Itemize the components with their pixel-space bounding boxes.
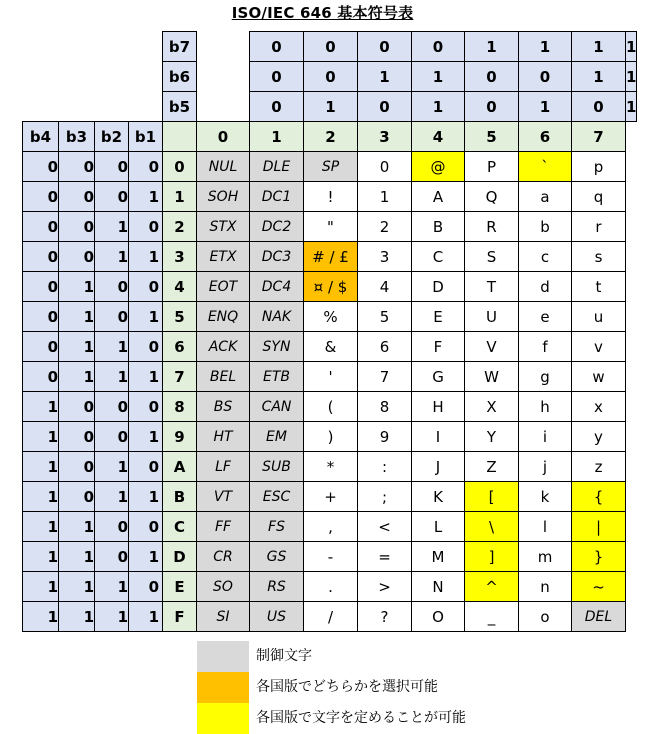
code-cell: z [571, 451, 626, 482]
code-cell: BEL [196, 361, 250, 392]
row-bit-value: 1 [58, 361, 95, 392]
row-bit-value: 1 [58, 301, 95, 332]
column-header: 2 [303, 121, 358, 152]
code-cell: [ [464, 481, 519, 512]
code-cell: GS [249, 541, 304, 572]
row-hex-header: 6 [162, 331, 197, 362]
legend-swatch-control [197, 641, 249, 672]
code-cell: " [303, 211, 358, 242]
row-hex-header: D [162, 541, 197, 572]
header-corner [162, 121, 197, 152]
code-cell: DEL [571, 601, 626, 632]
code-cell: t [571, 271, 626, 302]
code-cell: DC1 [249, 181, 304, 212]
row-hex-header: B [162, 481, 197, 512]
column-bit-value: 1 [411, 61, 465, 92]
code-cell: I [411, 421, 465, 452]
code-cell: \ [464, 511, 519, 542]
row-bit-value: 0 [58, 181, 95, 212]
code-cell: x [571, 391, 626, 422]
row-hex-header: 7 [162, 361, 197, 392]
code-cell: N [411, 571, 465, 602]
code-cell: b [518, 211, 572, 242]
code-cell: SP [303, 151, 358, 182]
code-cell: DC2 [249, 211, 304, 242]
code-cell: SYN [249, 331, 304, 362]
row-hex-header: E [162, 571, 197, 602]
row-hex-header: 1 [162, 181, 197, 212]
row-bit-value: 0 [22, 181, 59, 212]
row-bit-value: 0 [94, 151, 129, 182]
code-cell: i [518, 421, 572, 452]
column-bit-value: 1 [303, 91, 358, 122]
row-bit-value: 0 [94, 181, 129, 212]
code-cell: y [571, 421, 626, 452]
row-bit-value: 0 [22, 331, 59, 362]
code-cell: @ [411, 151, 465, 182]
code-cell: CAN [249, 391, 304, 422]
row-bit-value: 1 [128, 241, 163, 272]
code-cell: H [411, 391, 465, 422]
column-bit-value: 0 [464, 91, 519, 122]
code-cell: u [571, 301, 626, 332]
code-cell: FS [249, 511, 304, 542]
row-bit-value: 0 [22, 211, 59, 242]
code-cell: a [518, 181, 572, 212]
code-cell: DLE [249, 151, 304, 182]
code-cell: ( [303, 391, 358, 422]
column-bit-value: 1 [625, 31, 637, 62]
code-cell: - [303, 541, 358, 572]
column-bit-value: 0 [464, 61, 519, 92]
code-cell: A [411, 181, 465, 212]
row-bit-value: 0 [22, 271, 59, 302]
code-cell: ! [303, 181, 358, 212]
code-cell: ) [303, 421, 358, 452]
code-cell: NAK [249, 301, 304, 332]
code-cell: ESC [249, 481, 304, 512]
row-bit-value: 0 [94, 541, 129, 572]
column-bit-value: 0 [303, 61, 358, 92]
row-bit-value: 0 [58, 481, 95, 512]
row-hex-header: 2 [162, 211, 197, 242]
table-title: ISO/IEC 646 基本符号表 [231, 4, 414, 22]
row-bit-value: 1 [58, 511, 95, 542]
code-cell: E [411, 301, 465, 332]
code-cell: STX [196, 211, 250, 242]
code-cell: SOH [196, 181, 250, 212]
row-hex-header: F [162, 601, 197, 632]
code-cell: EOT [196, 271, 250, 302]
code-cell: 8 [357, 391, 412, 422]
column-header: 1 [249, 121, 304, 152]
code-cell: v [571, 331, 626, 362]
row-bit-value: 0 [128, 511, 163, 542]
code-cell: SI [196, 601, 250, 632]
code-cell: ~ [571, 571, 626, 602]
code-cell: Z [464, 451, 519, 482]
legend-label-definable: 各国版で文字を定めることが可能 [256, 710, 466, 726]
code-cell: } [571, 541, 626, 572]
column-bit-value: 1 [357, 61, 412, 92]
code-cell: L [411, 511, 465, 542]
column-bit-value: 0 [357, 91, 412, 122]
code-cell: FF [196, 511, 250, 542]
code-cell: w [571, 361, 626, 392]
code-cell: J [411, 451, 465, 482]
row-bit-value: 1 [22, 391, 59, 422]
code-cell: # / £ [303, 241, 358, 272]
row-bit-value: 1 [128, 481, 163, 512]
row-bit-value: 1 [94, 571, 129, 602]
bit-label-b7: b7 [162, 31, 197, 62]
code-cell: P [464, 151, 519, 182]
code-cell: c [518, 241, 572, 272]
row-bit-value: 1 [128, 361, 163, 392]
code-cell: m [518, 541, 572, 572]
code-cell: C [411, 241, 465, 272]
code-cell: p [571, 151, 626, 182]
code-cell: / [303, 601, 358, 632]
row-bit-value: 0 [22, 361, 59, 392]
code-cell: | [571, 511, 626, 542]
row-bit-value: 1 [22, 541, 59, 572]
row-bit-value: 0 [128, 451, 163, 482]
column-bit-value: 1 [411, 91, 465, 122]
row-hex-header: 9 [162, 421, 197, 452]
row-bit-value: 1 [58, 571, 95, 602]
code-cell: : [357, 451, 412, 482]
bit-label-b5: b5 [162, 91, 197, 122]
code-cell: { [571, 481, 626, 512]
column-bit-value: 1 [625, 61, 637, 92]
row-bit-value: 0 [58, 421, 95, 452]
code-cell: SO [196, 571, 250, 602]
row-bit-value: 1 [22, 451, 59, 482]
column-header: 5 [464, 121, 519, 152]
code-cell: ^ [464, 571, 519, 602]
code-cell: h [518, 391, 572, 422]
code-cell: 2 [357, 211, 412, 242]
code-cell: EM [249, 421, 304, 452]
code-cell: S [464, 241, 519, 272]
row-bit-value: 0 [58, 391, 95, 422]
code-cell: W [464, 361, 519, 392]
row-bit-value: 1 [128, 301, 163, 332]
code-cell: s [571, 241, 626, 272]
code-cell: B [411, 211, 465, 242]
bit-label-b4: b4 [22, 121, 59, 152]
code-cell: Y [464, 421, 519, 452]
column-bit-value: 0 [249, 31, 304, 62]
row-bit-value: 0 [128, 571, 163, 602]
row-bit-value: 0 [58, 151, 95, 182]
code-cell: US [249, 601, 304, 632]
row-bit-value: 1 [22, 421, 59, 452]
row-bit-value: 0 [22, 151, 59, 182]
column-header: 7 [571, 121, 626, 152]
row-bit-value: 1 [22, 481, 59, 512]
code-cell: ENQ [196, 301, 250, 332]
code-cell: M [411, 541, 465, 572]
code-cell: 5 [357, 301, 412, 332]
legend-label-control: 制御文字 [256, 648, 312, 664]
code-cell: d [518, 271, 572, 302]
code-cell: g [518, 361, 572, 392]
row-bit-value: 1 [58, 331, 95, 362]
code-cell: T [464, 271, 519, 302]
column-bit-value: 1 [571, 31, 626, 62]
row-bit-value: 1 [22, 601, 59, 632]
row-bit-value: 1 [94, 451, 129, 482]
code-cell: ETX [196, 241, 250, 272]
code-cell: 4 [357, 271, 412, 302]
bit-label-b3: b3 [58, 121, 95, 152]
code-cell: RS [249, 571, 304, 602]
row-bit-value: 1 [22, 571, 59, 602]
code-cell: ` [518, 151, 572, 182]
code-cell: BS [196, 391, 250, 422]
legend-swatch-definable [197, 703, 249, 734]
code-cell: ETB [249, 361, 304, 392]
column-bit-value: 0 [249, 61, 304, 92]
row-hex-header: A [162, 451, 197, 482]
code-cell: + [303, 481, 358, 512]
row-bit-value: 1 [128, 541, 163, 572]
bit-label-b2: b2 [94, 121, 129, 152]
row-bit-value: 1 [94, 361, 129, 392]
row-bit-value: 1 [58, 271, 95, 302]
code-cell: G [411, 361, 465, 392]
column-bit-value: 1 [571, 61, 626, 92]
legend-label-selectable: 各国版でどちらかを選択可能 [256, 679, 438, 695]
row-bit-value: 1 [128, 421, 163, 452]
code-cell: & [303, 331, 358, 362]
code-cell: 0 [357, 151, 412, 182]
code-cell: k [518, 481, 572, 512]
column-header: 6 [518, 121, 572, 152]
legend-swatch-selectable [197, 672, 249, 703]
code-cell: HT [196, 421, 250, 452]
column-bit-value: 1 [518, 31, 572, 62]
row-bit-value: 1 [94, 211, 129, 242]
code-cell: Q [464, 181, 519, 212]
code-cell: 6 [357, 331, 412, 362]
column-bit-value: 0 [571, 91, 626, 122]
row-bit-value: 1 [94, 481, 129, 512]
code-cell: D [411, 271, 465, 302]
row-hex-header: 8 [162, 391, 197, 422]
row-bit-value: 1 [128, 181, 163, 212]
code-cell: r [571, 211, 626, 242]
row-bit-value: 0 [58, 211, 95, 242]
code-cell: j [518, 451, 572, 482]
row-bit-value: 0 [94, 391, 129, 422]
row-bit-value: 0 [94, 301, 129, 332]
row-bit-value: 1 [94, 241, 129, 272]
row-bit-value: 1 [22, 511, 59, 542]
code-cell: X [464, 391, 519, 422]
code-cell: 1 [357, 181, 412, 212]
code-cell: U [464, 301, 519, 332]
row-hex-header: 3 [162, 241, 197, 272]
code-cell: SUB [249, 451, 304, 482]
code-cell: VT [196, 481, 250, 512]
column-bit-value: 0 [518, 61, 572, 92]
code-cell: e [518, 301, 572, 332]
code-cell: K [411, 481, 465, 512]
row-bit-value: 0 [22, 301, 59, 332]
bit-label-b1: b1 [128, 121, 163, 152]
code-cell: l [518, 511, 572, 542]
code-cell: f [518, 331, 572, 362]
row-bit-value: 0 [94, 271, 129, 302]
column-header: 4 [411, 121, 465, 152]
row-bit-value: 0 [128, 211, 163, 242]
code-cell: , [303, 511, 358, 542]
row-hex-header: 4 [162, 271, 197, 302]
code-cell: ; [357, 481, 412, 512]
code-cell: > [357, 571, 412, 602]
column-bit-value: 1 [625, 91, 637, 122]
code-cell: V [464, 331, 519, 362]
code-cell: DC3 [249, 241, 304, 272]
code-cell: n [518, 571, 572, 602]
column-bit-value: 0 [357, 31, 412, 62]
code-cell: ] [464, 541, 519, 572]
row-bit-value: 0 [128, 331, 163, 362]
column-bit-value: 1 [518, 91, 572, 122]
row-hex-header: 5 [162, 301, 197, 332]
code-cell: ? [357, 601, 412, 632]
row-bit-value: 0 [94, 511, 129, 542]
row-bit-value: 0 [22, 241, 59, 272]
row-bit-value: 1 [58, 601, 95, 632]
code-cell: NUL [196, 151, 250, 182]
bit-label-b6: b6 [162, 61, 197, 92]
column-header: 3 [357, 121, 412, 152]
column-header: 0 [196, 121, 250, 152]
row-bit-value: 0 [58, 241, 95, 272]
row-bit-value: 1 [58, 541, 95, 572]
code-cell: DC4 [249, 271, 304, 302]
code-cell: R [464, 211, 519, 242]
column-bit-value: 0 [249, 91, 304, 122]
row-bit-value: 1 [94, 601, 129, 632]
row-bit-value: 0 [94, 421, 129, 452]
code-cell: . [303, 571, 358, 602]
code-cell: 7 [357, 361, 412, 392]
row-bit-value: 0 [128, 271, 163, 302]
code-cell: ' [303, 361, 358, 392]
column-bit-value: 1 [464, 31, 519, 62]
code-cell: 9 [357, 421, 412, 452]
code-cell: _ [464, 601, 519, 632]
code-cell: q [571, 181, 626, 212]
code-cell: = [357, 541, 412, 572]
row-bit-value: 0 [58, 451, 95, 482]
row-bit-value: 0 [128, 151, 163, 182]
code-cell: F [411, 331, 465, 362]
code-cell: 3 [357, 241, 412, 272]
code-cell: CR [196, 541, 250, 572]
row-hex-header: 0 [162, 151, 197, 182]
column-bit-value: 0 [303, 31, 358, 62]
row-bit-value: 1 [94, 331, 129, 362]
code-cell: % [303, 301, 358, 332]
row-bit-value: 0 [128, 391, 163, 422]
row-hex-header: C [162, 511, 197, 542]
column-bit-value: 0 [411, 31, 465, 62]
row-bit-value: 1 [128, 601, 163, 632]
code-cell: LF [196, 451, 250, 482]
code-cell: < [357, 511, 412, 542]
code-cell: ACK [196, 331, 250, 362]
code-cell: o [518, 601, 572, 632]
code-cell: * [303, 451, 358, 482]
code-cell: O [411, 601, 465, 632]
code-cell: ¤ / $ [303, 271, 358, 302]
